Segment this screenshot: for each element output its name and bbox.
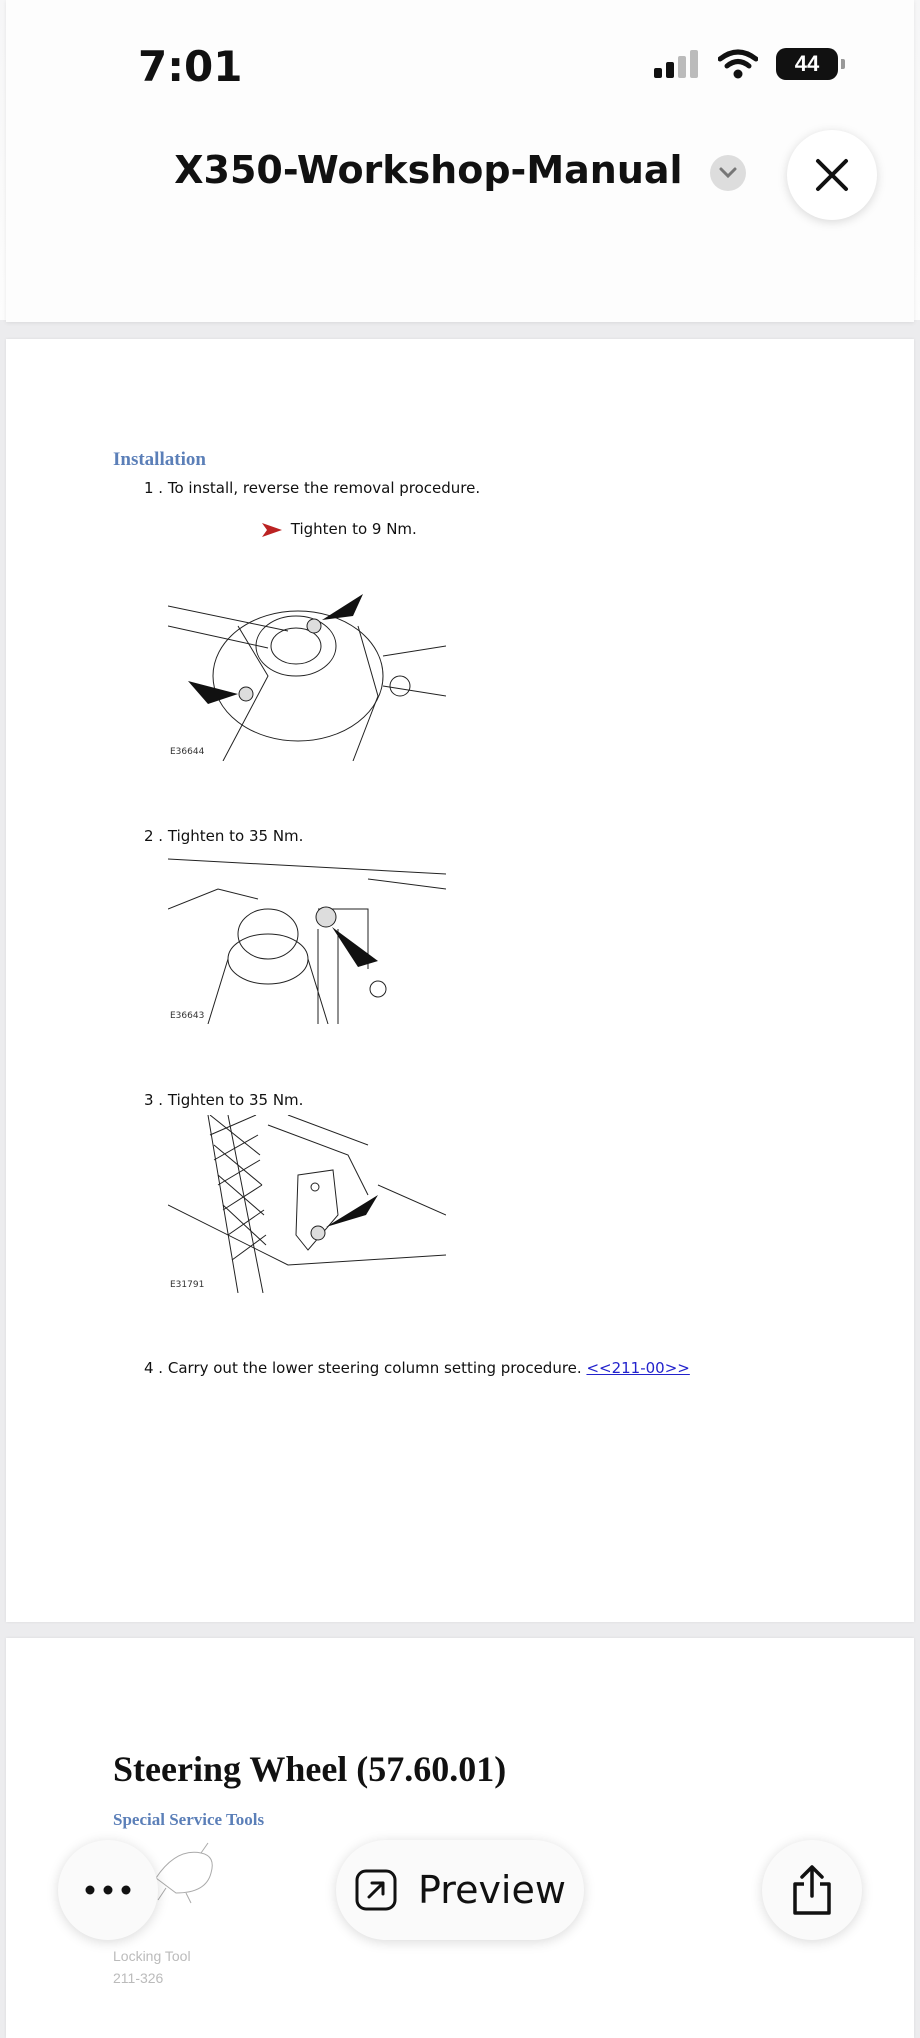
figure-code: E36643 <box>170 1011 205 1021</box>
section-heading: Installation <box>113 449 206 470</box>
locking-tool-image <box>146 1838 226 1908</box>
figure-code: E31791 <box>170 1280 205 1290</box>
battery-indicator: 44 <box>776 48 838 80</box>
tool-number: 211-326 <box>113 1970 164 1986</box>
step-4: 4 . Carry out the lower steering column setting procedure. <<211-00>> <box>144 1359 690 1377</box>
more-icon <box>85 1885 131 1895</box>
step-3: 3 . Tighten to 35 Nm. <box>144 1091 304 1109</box>
more-button[interactable] <box>58 1840 158 1940</box>
document-page <box>6 1638 914 2038</box>
step-2: 2 . Tighten to 35 Nm. <box>144 827 304 845</box>
step-1: 1 . To install, reverse the removal procedure. <box>144 479 481 497</box>
figure-code: E36644 <box>170 747 205 757</box>
status-bar <box>0 0 920 130</box>
page-title: Steering Wheel (57.60.01) <box>113 1749 507 1789</box>
status-icons <box>654 48 838 80</box>
document-page <box>6 339 914 1622</box>
torque-arrow-icon <box>262 523 282 537</box>
torque-note: Tighten to 9 Nm. <box>264 520 417 538</box>
close-button[interactable] <box>787 130 877 220</box>
document-title: X350-Workshop-Manual <box>174 148 683 192</box>
preview-button[interactable] <box>336 1840 584 1940</box>
wifi-icon <box>718 49 758 79</box>
figure-3 <box>168 1115 446 1293</box>
figure-1 <box>168 586 446 761</box>
tool-name: Locking Tool <box>113 1948 191 1964</box>
document-title-menu[interactable] <box>0 148 920 192</box>
chevron-down-icon <box>710 155 746 191</box>
status-time: 7:01 <box>138 42 243 91</box>
figure-2 <box>168 849 446 1024</box>
cellular-icon <box>654 50 700 78</box>
section-heading: Special Service Tools <box>113 1810 265 1829</box>
procedure-link[interactable]: <<211-00>> <box>586 1359 690 1377</box>
close-icon <box>812 155 852 195</box>
preview-icon <box>354 1868 398 1912</box>
preview-label: Preview <box>418 1868 566 1912</box>
share-button[interactable] <box>762 1840 862 1940</box>
share-icon <box>790 1864 834 1916</box>
